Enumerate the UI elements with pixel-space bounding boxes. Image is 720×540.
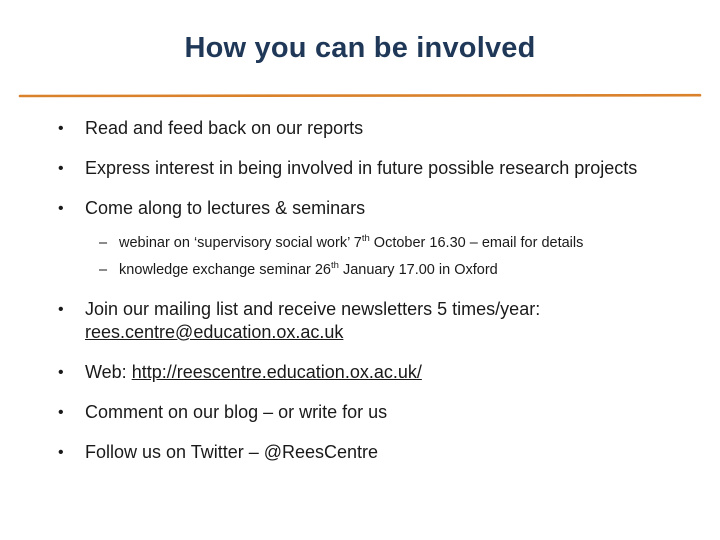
- title-divider: [18, 92, 702, 100]
- bullet-icon: •: [58, 120, 64, 137]
- bullet-text: Read and feed back on our reports: [85, 118, 364, 138]
- slide-title: How you can be involved: [184, 32, 536, 64]
- sub-item-text: January 17.00 in Oxford: [338, 262, 498, 278]
- sub-list-item: [89, 257, 698, 284]
- bullet-item: [58, 117, 698, 140]
- website-link[interactable]: http://reescentre.education.ox.ac.uk/: [131, 362, 422, 382]
- bullet-icon: •: [58, 160, 64, 177]
- bullet-icon: •: [58, 364, 64, 381]
- bullet-item: [58, 197, 698, 284]
- sub-item-text: knowledge exchange seminar 26: [119, 262, 331, 278]
- bullet-icon: •: [58, 444, 64, 461]
- bullet-text: Web:: [85, 362, 132, 382]
- bullet-item: [58, 441, 698, 464]
- dash-icon: –: [99, 262, 108, 278]
- bullet-item: [58, 298, 698, 344]
- bullet-item: [58, 157, 698, 180]
- bullet-text: Come along to lectures & seminars: [85, 198, 366, 218]
- bullet-icon: •: [58, 301, 64, 318]
- mailing-list-email-link[interactable]: rees.centre@education.ox.ac.uk: [85, 322, 344, 342]
- bullet-text: Join our mailing list and receive newsletters 5 times/year:: [85, 299, 541, 319]
- ordinal-suffix: th: [361, 233, 370, 245]
- dash-icon: –: [99, 235, 108, 251]
- bullet-text: Follow us on Twitter – @ReesCentre: [85, 442, 379, 462]
- bullet-list: [58, 117, 698, 464]
- sub-list-item: [89, 230, 698, 257]
- bullet-item: [58, 361, 698, 384]
- bullet-item: [58, 401, 698, 424]
- bullet-icon: •: [58, 200, 64, 217]
- sub-item-text: webinar on ‘supervisory social work’ 7: [119, 235, 362, 251]
- bullet-text: Express interest in being involved in future possible research projects: [85, 158, 638, 178]
- sub-list: [89, 230, 698, 284]
- sub-item-text: October 16.30 – email for details: [369, 235, 584, 251]
- bullet-icon: •: [58, 404, 64, 421]
- ordinal-suffix: th: [331, 260, 339, 272]
- bullet-text: Comment on our blog – or write for us: [85, 402, 388, 422]
